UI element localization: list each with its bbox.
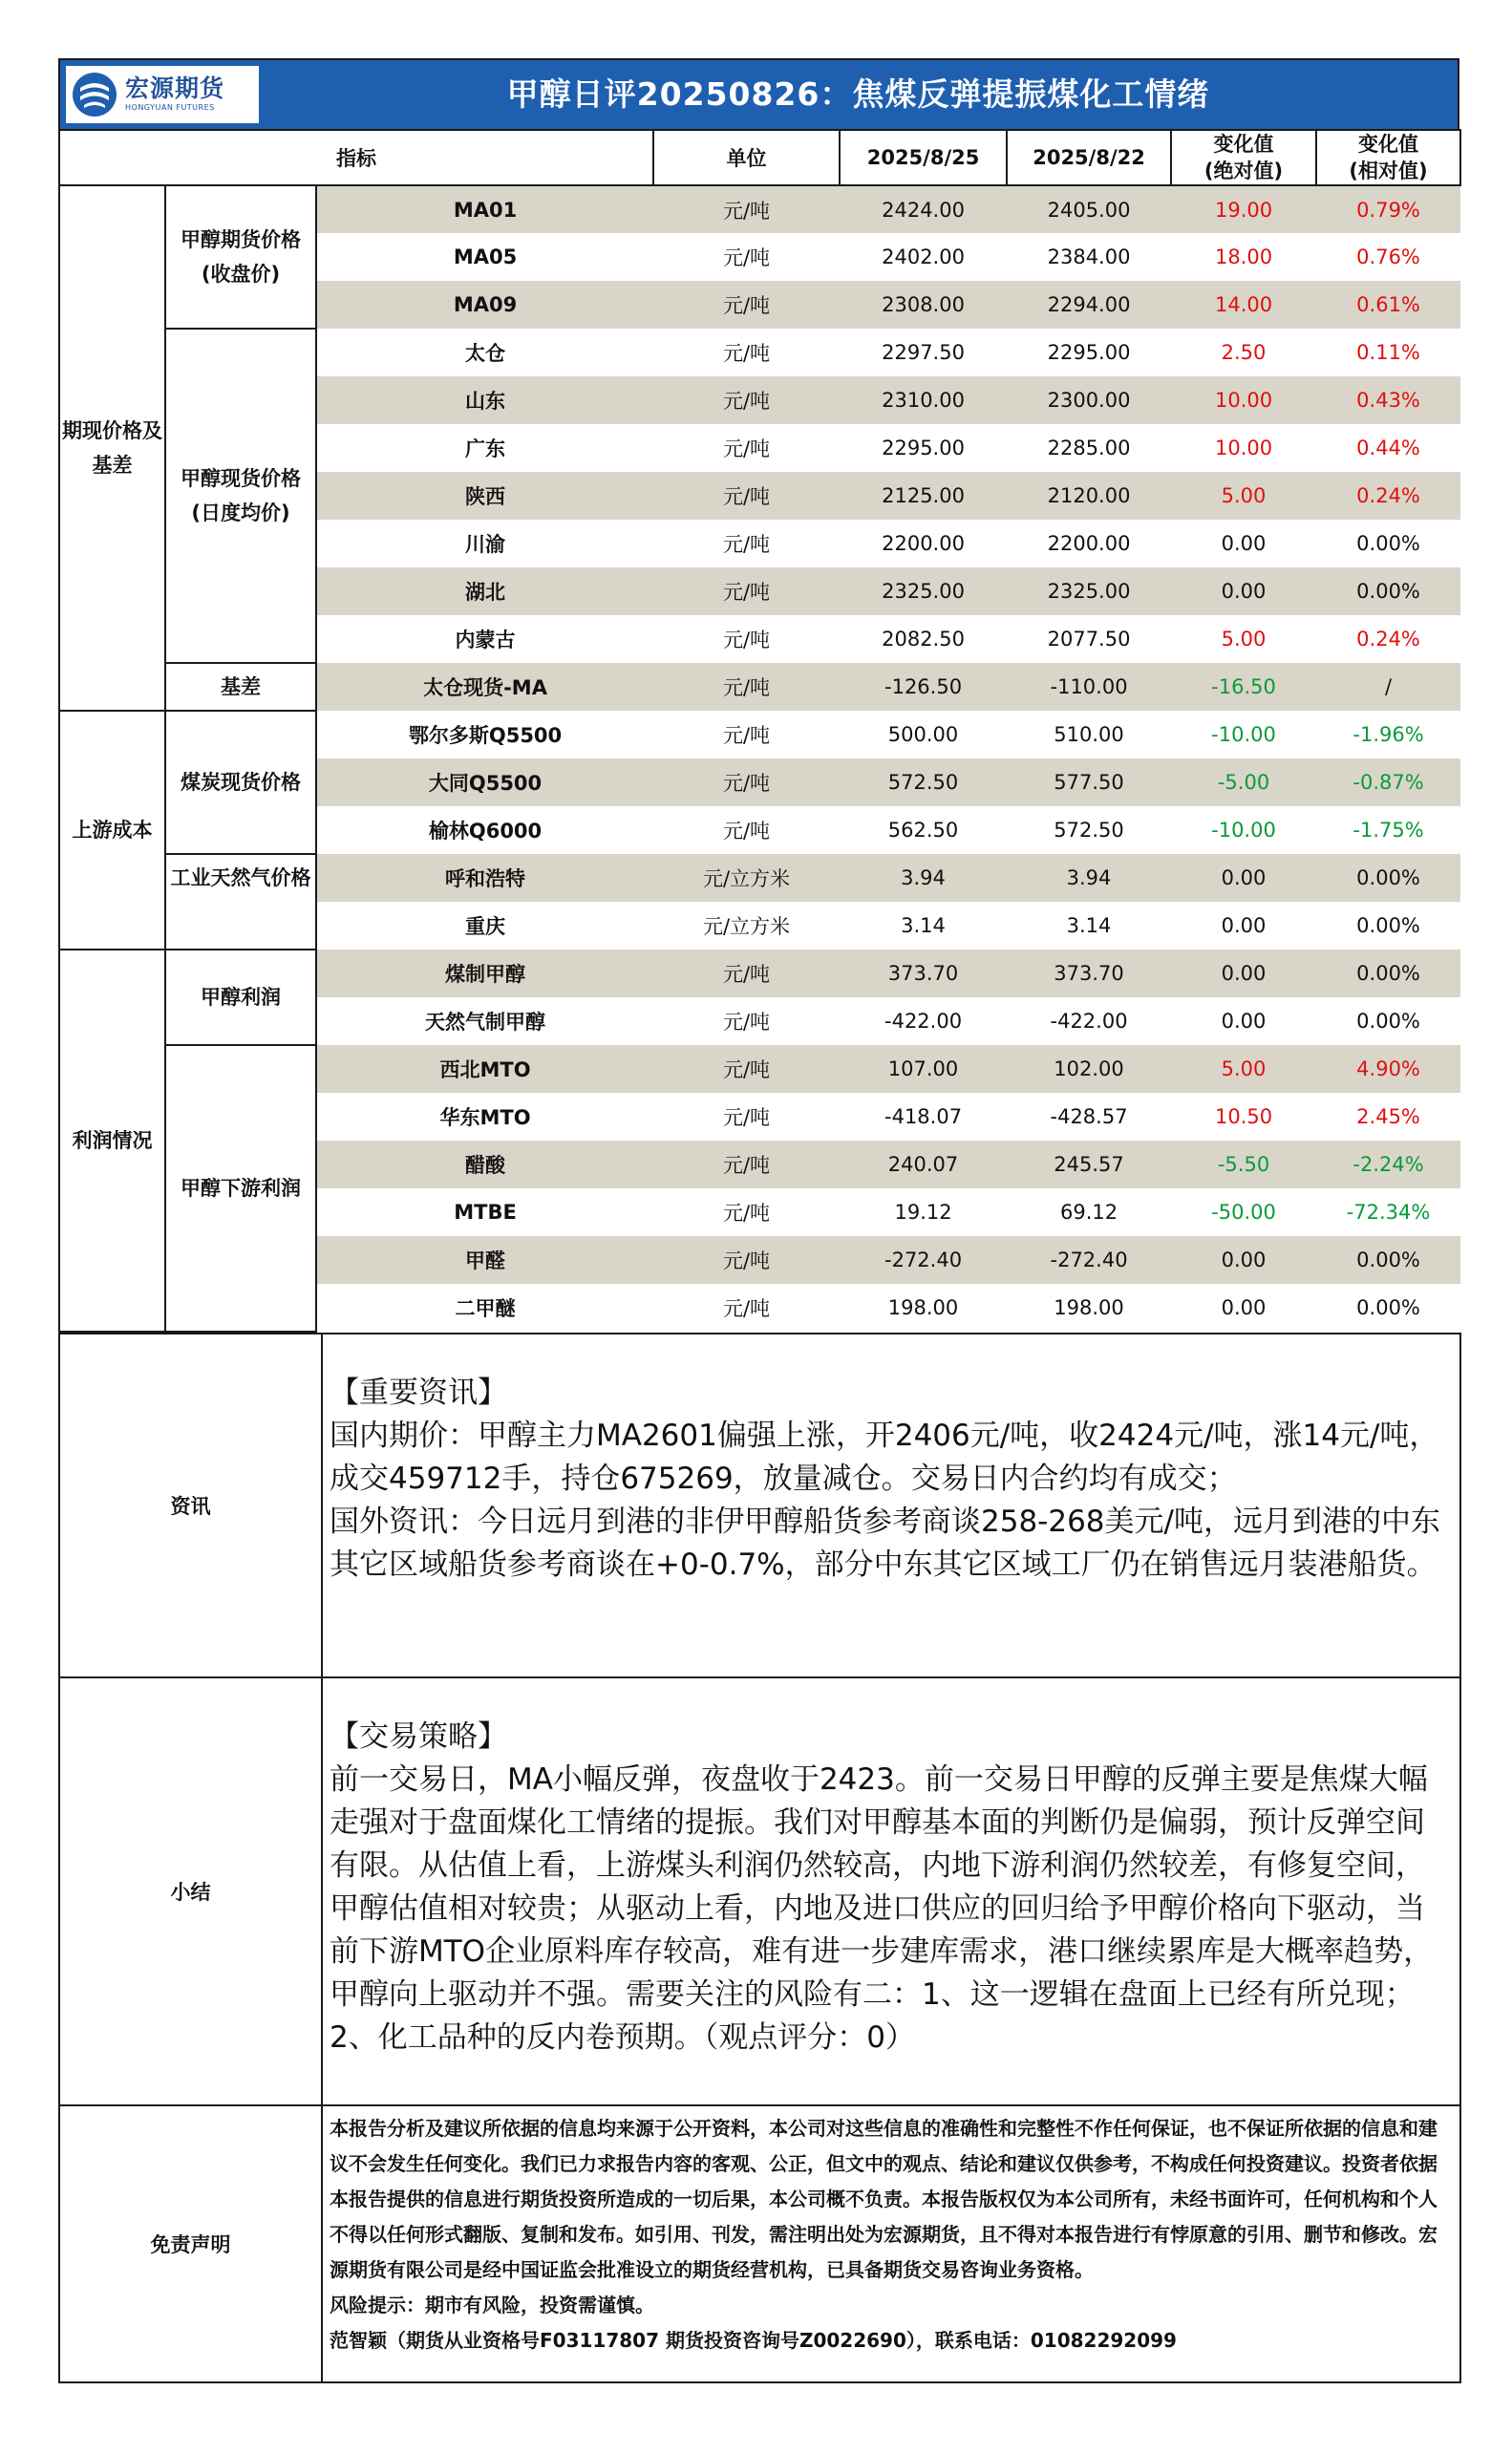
row-value-1: -272.40 [840, 1236, 1007, 1284]
author-info: 范智颖（期货从业资格号F03117807 期货投资咨询号Z0022690），联系电话：01082292099 [330, 2329, 1177, 2352]
row-value-1: -422.00 [884, 1010, 963, 1033]
row-value-1: 500.00 [887, 723, 959, 746]
row-value-2: 2405.00 [1007, 185, 1171, 233]
row-value-1: 19.12 [894, 1201, 952, 1224]
row-value-1: 2125.00 [840, 472, 1007, 520]
row-value-1: 2297.50 [882, 341, 965, 364]
row-unit: 元/吨 [653, 1141, 840, 1188]
row-value-2: 373.70 [1007, 950, 1171, 997]
row-change-rel: 0.00% [1316, 950, 1460, 997]
row-change-rel: -0.87% [1316, 758, 1460, 806]
row-change-rel: -2.24% [1316, 1141, 1460, 1188]
indicator-table [58, 129, 1461, 1333]
table-row [59, 329, 1460, 376]
row-change-rel: 0.00% [1316, 1236, 1460, 1284]
row-unit: 元/吨 [722, 533, 771, 556]
row-value-2: 3.14 [1066, 914, 1112, 937]
row-change-rel: 0.00% [1316, 854, 1460, 902]
row-value-2: -272.40 [1007, 1236, 1171, 1284]
row-change-rel: 0.44% [1356, 437, 1420, 459]
row-unit: 元/吨 [653, 376, 840, 424]
table-row [59, 663, 1460, 711]
row-value-1: 198.00 [887, 1296, 959, 1319]
row-indicator: 呼和浩特 [316, 854, 653, 902]
row-value-1: 3.14 [901, 914, 946, 937]
row-indicator: 重庆 [465, 915, 506, 938]
row-value-1: 2200.00 [882, 532, 965, 555]
row-indicator: 太仓 [465, 342, 506, 365]
row-value-2: -428.57 [1050, 1105, 1128, 1128]
row-change-rel: 0.76% [1356, 246, 1420, 268]
row-change-rel: 4.90% [1316, 1045, 1460, 1093]
group-label-profit: 利润情况 [59, 950, 165, 1332]
row-change-abs: 0.00 [1171, 567, 1316, 615]
row-unit: 元/吨 [722, 629, 771, 651]
row-unit: 元/吨 [653, 950, 840, 997]
subgroup-label-spot: 甲醇现货价格(日度均价) [165, 329, 316, 663]
table-row [59, 1045, 1460, 1093]
row-change-rel: 0.00% [1356, 1010, 1420, 1033]
row-value-2: 3.94 [1007, 854, 1171, 902]
row-change-rel: -1.96% [1352, 723, 1424, 746]
row-change-abs: 10.50 [1214, 1105, 1273, 1128]
row-indicator: 太仓现货-MA [316, 663, 653, 711]
row-change-abs: -16.50 [1171, 663, 1316, 711]
row-indicator: 鄂尔多斯Q5500 [408, 724, 563, 747]
row-unit: 元/吨 [722, 342, 771, 365]
subgroup-label-gas: 工业天然气价格 [165, 854, 316, 950]
row-unit: 元/吨 [722, 820, 771, 843]
row-unit: 元/吨 [722, 1011, 771, 1034]
subgroup-label-futures: 甲醇期货价格(收盘价) [165, 185, 316, 329]
row-change-abs: 0.00 [1171, 950, 1316, 997]
subgroup-label-coal: 煤炭现货价格 [165, 711, 316, 854]
disclaimer-content [322, 2105, 1460, 2382]
row-change-rel: 0.61% [1316, 281, 1460, 329]
table-row [59, 711, 1460, 758]
row-value-2: -110.00 [1007, 663, 1171, 711]
subgroup-label-methanol-profit: 甲醇利润 [165, 950, 316, 1045]
group-label-upstream-cost: 上游成本 [59, 711, 165, 950]
row-change-abs: 5.00 [1171, 472, 1316, 520]
header-date-2: 2025/8/22 [1007, 130, 1171, 185]
row-value-2: 572.50 [1054, 819, 1124, 842]
row-indicator: MTBE [454, 1201, 517, 1224]
row-unit: 元/立方米 [653, 854, 840, 902]
row-change-abs: 0.00 [1171, 854, 1316, 902]
row-unit: 元/吨 [722, 1297, 771, 1320]
news-heading: 【重要资讯】 [330, 1376, 507, 1410]
row-change-rel: 0.79% [1316, 185, 1460, 233]
row-change-rel: 0.24% [1356, 628, 1420, 651]
row-change-abs: 0.00 [1221, 1010, 1267, 1033]
row-change-abs: 10.00 [1171, 376, 1316, 424]
row-unit: 元/立方米 [702, 915, 791, 938]
row-indicator: 陕西 [316, 472, 653, 520]
news-section [59, 1334, 1460, 1677]
row-indicator: 西北MTO [316, 1045, 653, 1093]
header-change-absolute: 变化值 (绝对值) [1171, 130, 1316, 185]
summary-content [322, 1677, 1460, 2105]
row-unit: 元/吨 [653, 567, 840, 615]
row-value-2: 2200.00 [1047, 532, 1131, 555]
group-label-price-basis: 期现价格及基差 [59, 185, 165, 711]
row-change-abs: 5.00 [1171, 1045, 1316, 1093]
row-change-rel: / [1316, 663, 1460, 711]
row-indicator: MA01 [316, 185, 653, 233]
row-value-1: -126.50 [840, 663, 1007, 711]
row-unit: 元/吨 [653, 281, 840, 329]
row-change-abs: 0.00 [1221, 914, 1267, 937]
row-value-1: 2082.50 [882, 628, 965, 651]
row-value-2: 102.00 [1007, 1045, 1171, 1093]
row-change-abs: -5.00 [1171, 758, 1316, 806]
news-content [322, 1334, 1460, 1677]
table-row [59, 950, 1460, 997]
summary-section [59, 1677, 1460, 2105]
report-header [58, 58, 1459, 129]
row-change-rel: 0.24% [1316, 472, 1460, 520]
summary-text: 前一交易日，MA小幅反弹，夜盘收于2423。前一交易日甲醇的反弹主要是焦煤大幅走强对于盘面煤化工情绪的提振。我们对甲醇基本面的判断仍是偏弱，预计反弹空间有限。从估值上看，上游煤头利润仍然较高，内地下游利润仍然较差，有修复空间，甲醇估值相对较贵；从驱动上看，内地及进口供应的回归给予甲醇价格向下驱动，当前下游MTO企业原料库存较高，难有进一步建库需求，港口继续累库是大概率趋势，甲醇向上驱动并不强。需要关注的风险有二：1、这一逻辑在盘面上已经有所兑现；2、化工品种的反内卷预期。（观点评分：0） [330, 1762, 1434, 2055]
row-change-abs: -5.50 [1171, 1141, 1316, 1188]
risk-notice: 风险提示：期市有风险，投资需谨慎。 [330, 2294, 654, 2316]
row-value-1: 2325.00 [840, 567, 1007, 615]
row-change-abs: 18.00 [1214, 246, 1273, 268]
header-date-1: 2025/8/25 [840, 130, 1007, 185]
row-value-2: 2300.00 [1007, 376, 1171, 424]
disclaimer-text: 本报告分析及建议所依据的信息均来源于公开资料，本公司对这些信息的准确性和完整性不作任何保证，也不保证所依据的信息和建议不会发生任何变化。我们已力求报告内容的客观、公正，但文中的观点、结论和建议仅供参考，不构成任何投资建议。投资者依据本报告提供的信息进行期货投资所造成的一切后果，本公司概不负责。本报告版权仅为本公司所有，未经书面许可，任何机构和个人不得以任何形式翻版、复制和发布。如引用、刊发，需注明出处为宏源期货，且不得对本报告进行有悖原意的引用、删节和修改。宏源期货有限公司是经中国证监会批准设立的期货经营机构，已具备期货交易咨询业务资格。 [330, 2117, 1437, 2281]
row-indicator: 山东 [316, 376, 653, 424]
row-value-1: 562.50 [887, 819, 959, 842]
subgroup-label-basis: 基差 [165, 663, 316, 711]
row-change-abs: 10.00 [1214, 437, 1273, 459]
logo-chinese-name: 宏源期货 [125, 75, 225, 102]
row-unit: 元/吨 [722, 438, 771, 460]
summary-label: 小结 [59, 1677, 322, 2105]
company-logo [66, 66, 259, 123]
row-change-rel: 0.00% [1356, 532, 1420, 555]
disclaimer-section [59, 2105, 1460, 2382]
header-change-relative: 变化值 (相对值) [1316, 130, 1460, 185]
commentary-table [58, 1333, 1461, 2383]
row-value-1: 373.70 [840, 950, 1007, 997]
row-indicator: 煤制甲醇 [316, 950, 653, 997]
row-indicator: 榆林Q6000 [428, 820, 543, 843]
row-change-rel: 2.45% [1356, 1105, 1420, 1128]
row-value-1: -418.07 [884, 1105, 963, 1128]
row-value-1: 2310.00 [840, 376, 1007, 424]
row-indicator: 二甲醚 [455, 1297, 516, 1320]
news-label: 资讯 [59, 1334, 322, 1677]
row-value-1: 3.94 [840, 854, 1007, 902]
row-value-2: 2120.00 [1007, 472, 1171, 520]
row-value-2: 510.00 [1054, 723, 1124, 746]
row-unit: 元/吨 [722, 1106, 771, 1129]
row-change-abs: 14.00 [1171, 281, 1316, 329]
row-value-1: 2424.00 [840, 185, 1007, 233]
row-value-1: 572.50 [840, 758, 1007, 806]
header-indicator: 指标 [59, 130, 653, 185]
row-change-abs: -10.00 [1211, 819, 1276, 842]
row-value-2: 2325.00 [1007, 567, 1171, 615]
row-change-rel: -1.75% [1352, 819, 1424, 842]
row-change-abs: 5.00 [1221, 628, 1267, 651]
row-indicator: 大同Q5500 [316, 758, 653, 806]
table-header-row [59, 130, 1460, 185]
row-change-abs: -50.00 [1211, 1201, 1276, 1224]
disclaimer-label: 免责声明 [59, 2105, 322, 2382]
row-unit: 元/吨 [653, 758, 840, 806]
row-value-2: 577.50 [1007, 758, 1171, 806]
report-title: 甲醇日评20250826：焦煤反弹提振煤化工情绪 [506, 75, 1210, 113]
row-indicator: 华东MTO [439, 1106, 531, 1129]
row-unit: 元/吨 [722, 246, 771, 269]
row-indicator: MA05 [453, 246, 518, 268]
subgroup-label-downstream-profit: 甲醇下游利润 [165, 1045, 316, 1332]
row-unit: 元/吨 [653, 1236, 840, 1284]
row-change-abs: -10.00 [1211, 723, 1276, 746]
row-value-2: 69.12 [1059, 1201, 1118, 1224]
news-domestic: 国内期价：甲醇主力MA2601偏强上涨，开2406元/吨，收2424元/吨，涨14元/吨，成交459712手，持仓675269，放量减仓。交易日内合约均有成交； [330, 1419, 1439, 1496]
row-change-rel: 0.00% [1316, 567, 1460, 615]
row-value-2: 245.57 [1007, 1141, 1171, 1188]
row-indicator: 川渝 [465, 533, 506, 556]
row-indicator: 甲醛 [316, 1236, 653, 1284]
row-change-abs: 0.00 [1221, 1296, 1267, 1319]
row-change-abs: 19.00 [1171, 185, 1316, 233]
row-value-2: 2384.00 [1047, 246, 1131, 268]
table-row [59, 854, 1460, 902]
row-change-abs: 2.50 [1221, 341, 1267, 364]
row-change-rel: -72.34% [1346, 1201, 1431, 1224]
news-overseas: 国外资讯：今日远月到港的非伊甲醇船货参考商谈258-268美元/吨，远月到港的中东其它区域船货参考商谈在+0-0.7%，部分中东其它区域工厂仍在销售远月装港船货。 [330, 1505, 1440, 1582]
row-value-1: 2402.00 [882, 246, 965, 268]
hongyuan-logo-icon [70, 70, 119, 119]
row-indicator: 湖北 [316, 567, 653, 615]
row-unit: 元/吨 [653, 472, 840, 520]
row-value-1: 2295.00 [882, 437, 965, 459]
row-indicator: MA09 [316, 281, 653, 329]
row-change-rel: 0.00% [1356, 1296, 1420, 1319]
row-change-abs: 0.00 [1171, 1236, 1316, 1284]
row-unit: 元/吨 [722, 1202, 771, 1225]
header-unit: 单位 [653, 130, 840, 185]
row-unit: 元/吨 [722, 724, 771, 747]
row-value-2: 2295.00 [1047, 341, 1131, 364]
row-value-1: 107.00 [840, 1045, 1007, 1093]
row-value-2: 2077.50 [1047, 628, 1131, 651]
row-value-2: -422.00 [1050, 1010, 1128, 1033]
row-change-abs: 0.00 [1221, 532, 1267, 555]
row-value-2: 2294.00 [1007, 281, 1171, 329]
row-value-1: 240.07 [840, 1141, 1007, 1188]
row-unit: 元/吨 [653, 663, 840, 711]
row-change-rel: 0.00% [1356, 914, 1420, 937]
row-indicator: 醋酸 [316, 1141, 653, 1188]
summary-heading: 【交易策略】 [330, 1719, 507, 1754]
row-value-1: 2308.00 [840, 281, 1007, 329]
logo-english-name: HONGYUAN FUTURES [125, 103, 215, 112]
row-indicator: 天然气制甲醇 [425, 1011, 546, 1034]
row-unit: 元/吨 [653, 1045, 840, 1093]
row-indicator: 内蒙古 [455, 629, 516, 651]
report-page [58, 58, 1459, 2383]
row-change-rel: 0.43% [1316, 376, 1460, 424]
row-indicator: 广东 [465, 438, 506, 460]
row-value-2: 198.00 [1054, 1296, 1124, 1319]
row-change-rel: 0.11% [1356, 341, 1420, 364]
row-value-2: 2285.00 [1047, 437, 1131, 459]
row-unit: 元/吨 [653, 185, 840, 233]
table-row [59, 185, 1460, 233]
